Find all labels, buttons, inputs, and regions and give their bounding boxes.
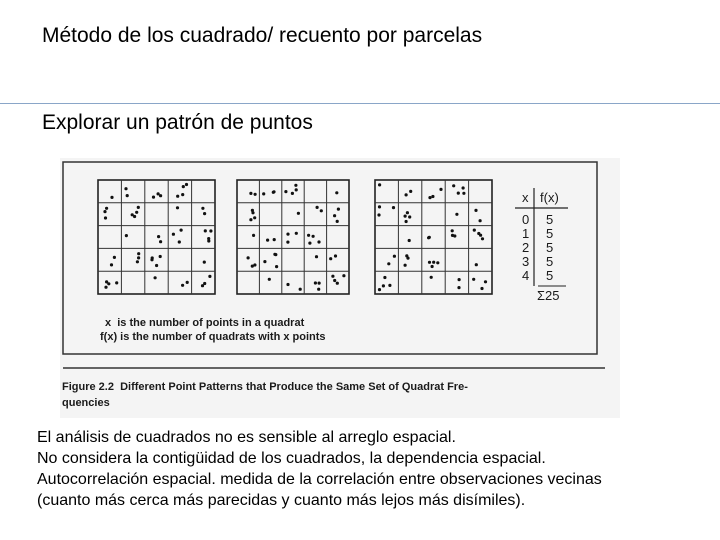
point-dot <box>378 288 381 291</box>
point-dot <box>135 211 138 214</box>
table-row-fx: 5 <box>546 268 554 283</box>
point-dot <box>404 264 407 267</box>
point-dot <box>378 205 381 208</box>
point-dot <box>176 206 179 209</box>
table-header-fx: f(x) <box>540 190 559 205</box>
point-dot <box>251 209 254 212</box>
point-dot <box>105 207 108 210</box>
point-dot <box>484 280 487 283</box>
point-dot <box>439 188 442 191</box>
point-dot <box>342 274 345 277</box>
point-dot <box>125 234 128 237</box>
point-dot <box>405 193 408 196</box>
point-dot <box>307 234 310 237</box>
point-dot <box>427 236 430 239</box>
legend-line-2: f(x) is the number of quadrats with x points <box>100 331 326 343</box>
table-row-fx: 5 <box>546 226 554 241</box>
point-dot <box>159 255 162 258</box>
point-dot <box>286 283 289 286</box>
point-dot <box>273 253 276 256</box>
point-dot <box>430 276 433 279</box>
point-dot <box>455 213 458 216</box>
point-dot <box>273 238 276 241</box>
point-dot <box>137 256 140 259</box>
point-dot <box>457 286 460 289</box>
point-dot <box>113 256 116 259</box>
table-row-x: 4 <box>522 268 530 283</box>
point-dot <box>316 206 319 209</box>
point-dot <box>451 229 454 232</box>
point-dot <box>103 210 106 213</box>
point-dot <box>383 276 386 279</box>
point-dot <box>137 206 140 209</box>
point-dot <box>110 263 113 266</box>
point-dot <box>314 281 317 284</box>
point-dot <box>409 190 412 193</box>
table-row-fx: 5 <box>546 240 554 255</box>
point-dot <box>408 239 411 242</box>
point-dot <box>253 216 256 219</box>
point-dot <box>272 191 275 194</box>
point-dot <box>308 242 311 245</box>
point-dot <box>333 214 336 217</box>
point-dot <box>159 240 162 243</box>
point-dot <box>181 284 184 287</box>
point-dot <box>157 235 160 238</box>
point-dot <box>404 215 407 218</box>
point-dot <box>251 265 254 268</box>
point-dot <box>203 282 206 285</box>
point-dot <box>268 278 271 281</box>
body-line: Autocorrelación espacial. medida de la correlación entre observaciones vecinas <box>37 471 602 488</box>
table-row-fx: 5 <box>546 254 554 269</box>
point-dot <box>208 275 211 278</box>
point-dot <box>137 252 140 255</box>
point-dot <box>157 192 160 195</box>
frequency-table <box>515 188 568 303</box>
point-dot <box>254 193 257 196</box>
point-dot <box>107 282 110 285</box>
point-dot <box>207 237 210 240</box>
point-dot <box>204 229 207 232</box>
point-dot <box>336 220 339 223</box>
point-dot <box>297 212 300 215</box>
point-dot <box>152 196 155 199</box>
figure-caption-line-2: quencies <box>62 397 110 409</box>
point-dot <box>247 256 250 259</box>
point-dot <box>176 195 179 198</box>
point-dot <box>462 192 465 195</box>
point-dot <box>186 281 189 284</box>
point-dot <box>249 218 252 221</box>
table-row-x: 0 <box>522 212 530 227</box>
point-dot <box>115 281 118 284</box>
point-dot <box>318 282 321 285</box>
body-line: (cuanto más cerca más parecidas y cuanto más lejos más disímiles). <box>37 492 526 509</box>
point-dot <box>453 234 456 237</box>
point-dot <box>286 233 289 236</box>
point-dot <box>387 262 390 265</box>
table-row-x: 3 <box>522 254 530 269</box>
point-dot <box>317 288 320 291</box>
point-dot <box>475 263 478 266</box>
point-dot <box>479 234 482 237</box>
point-dot <box>312 235 315 238</box>
point-dot <box>203 212 206 215</box>
body-text <box>37 427 602 511</box>
point-dot <box>392 206 395 209</box>
point-dot <box>378 183 381 186</box>
table-header-x: x <box>522 190 529 205</box>
quadrat-grid-clustered <box>98 180 215 294</box>
point-dot <box>473 229 476 232</box>
point-dot <box>382 284 385 287</box>
point-dot <box>263 260 266 263</box>
table-sum: Σ25 <box>537 288 560 303</box>
quadrat-grid-regular <box>375 180 492 294</box>
point-dot <box>154 276 157 279</box>
figure-scan <box>60 158 620 418</box>
point-dot <box>452 184 455 187</box>
point-dot <box>458 278 461 281</box>
point-dot <box>428 196 431 199</box>
point-dot <box>479 219 482 222</box>
point-dot <box>275 265 278 268</box>
point-dot <box>335 191 338 194</box>
point-dot <box>295 232 298 235</box>
point-dot <box>126 194 129 197</box>
point-dot <box>203 261 206 264</box>
point-dot <box>104 286 107 289</box>
point-dot <box>262 192 265 195</box>
point-dot <box>104 216 107 219</box>
point-dot <box>431 195 434 198</box>
point-dot <box>408 215 411 218</box>
point-dot <box>172 233 175 236</box>
point-dot <box>110 196 113 199</box>
point-dot <box>317 240 320 243</box>
body-line: No considera la contigüidad de los cuadrados, la dependencia espacial. <box>37 450 546 467</box>
slide-subtitle: Explorar un patrón de puntos <box>42 111 313 134</box>
point-dot <box>337 208 340 211</box>
legend-line-1: x is the number of points in a quadrat <box>105 317 305 329</box>
figure-caption-line-1: Figure 2.2 Different Point Patterns that Produce the Same Set of Quadrat Fre- <box>62 381 468 393</box>
point-dot <box>266 239 269 242</box>
point-dot <box>181 193 184 196</box>
point-dot <box>393 255 396 258</box>
point-dot <box>436 261 439 264</box>
body-line: El análisis de cuadrados no es sensible al arreglo espacial. <box>37 429 456 446</box>
point-dot <box>329 257 332 260</box>
point-dot <box>286 241 289 244</box>
point-dot <box>299 288 302 291</box>
point-dot <box>201 207 204 210</box>
point-dot <box>336 282 339 285</box>
point-dot <box>334 254 337 257</box>
point-dot <box>333 279 336 282</box>
point-dot <box>432 261 435 264</box>
point-dot <box>252 234 255 237</box>
point-dot <box>377 213 380 216</box>
point-dot <box>136 260 139 263</box>
table-row-x: 2 <box>522 240 530 255</box>
point-dot <box>457 192 460 195</box>
point-dot <box>431 265 434 268</box>
point-dot <box>388 284 391 287</box>
point-dot <box>291 192 294 195</box>
point-dot <box>182 185 185 188</box>
point-dot <box>151 256 154 259</box>
point-dot <box>428 261 431 264</box>
point-dot <box>284 190 287 193</box>
point-dot <box>406 257 409 260</box>
point-dot <box>249 192 252 195</box>
slide-title: Método de los cuadrado/ recuento por parcelas <box>42 24 483 47</box>
quadrat-grid-random <box>237 180 349 294</box>
point-dot <box>481 237 484 240</box>
point-dot <box>462 186 465 189</box>
point-dot <box>315 255 318 258</box>
point-dot <box>472 278 475 281</box>
point-dot <box>124 187 127 190</box>
table-row-x: 1 <box>522 226 530 241</box>
table-row-fx: 5 <box>546 212 554 227</box>
point-dot <box>180 229 183 232</box>
point-dot <box>405 220 408 223</box>
point-dot <box>474 209 477 212</box>
grid-frame <box>98 180 215 294</box>
point-dot <box>320 209 323 212</box>
point-dot <box>295 188 298 191</box>
point-dot <box>155 264 158 267</box>
point-dot <box>294 184 297 187</box>
point-dot <box>133 215 136 218</box>
point-dot <box>331 275 334 278</box>
title-divider <box>0 103 720 104</box>
point-dot <box>406 211 409 214</box>
figure-svg <box>60 158 620 418</box>
point-dot <box>480 287 483 290</box>
point-dot <box>178 240 181 243</box>
point-dot <box>209 229 212 232</box>
point-dot <box>185 183 188 186</box>
